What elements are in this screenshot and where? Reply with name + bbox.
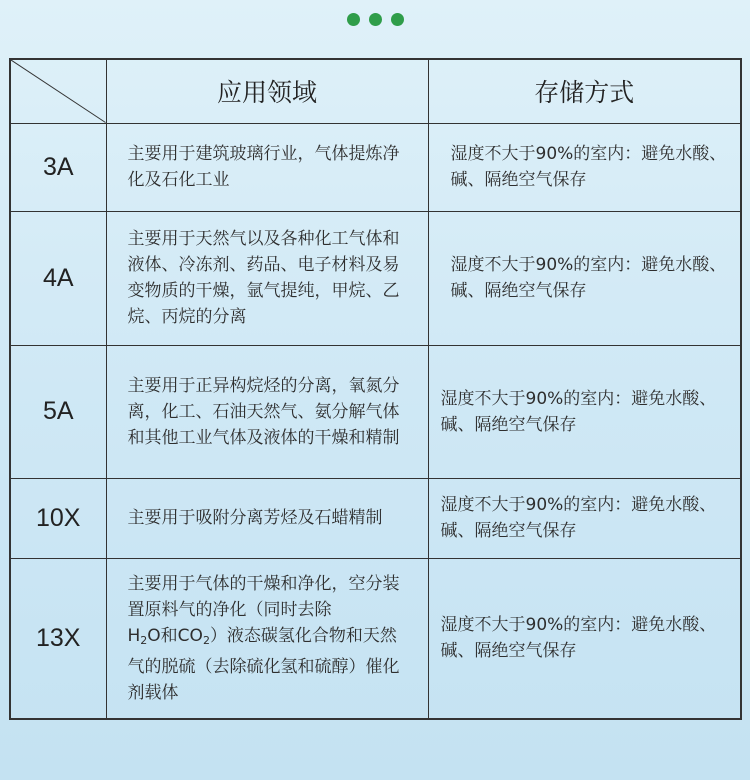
subscript-2: 2 — [202, 633, 210, 647]
dot-2 — [369, 13, 382, 26]
table-row — [10, 211, 741, 345]
storage-cell: 湿度不大于90%的室内：避免水酸、碱、隔绝空气保存 — [428, 123, 741, 211]
application-text-part1: 主要用于气体的干燥和净化，空分装置原料气的净化（同时去除 — [127, 573, 400, 620]
subscript-2: 2 — [140, 633, 148, 647]
header-application: 应用领域 — [106, 59, 428, 123]
table-row — [10, 345, 741, 478]
type-cell: 4A — [10, 211, 106, 345]
application-cell: 主要用于吸附分离芳烃及石蜡精制 — [106, 478, 428, 558]
application-cell: 主要用于建筑玻璃行业，气体提炼净化及石化工业 — [106, 123, 428, 211]
pagination-dots — [0, 13, 750, 26]
dot-1 — [347, 13, 360, 26]
header-row — [10, 59, 741, 123]
type-cell: 5A — [10, 345, 106, 478]
table-row — [10, 478, 741, 558]
h-symbol: H — [127, 625, 141, 646]
application-cell: 主要用于天然气以及各种化工气体和液体、冷冻剂、药品、电子材料及易变物质的干燥，氩气提纯，甲烷、乙烷、丙烷的分离 — [106, 211, 428, 345]
table-row — [10, 123, 741, 211]
molecular-sieve-spec-table — [9, 58, 742, 720]
type-cell: 3A — [10, 123, 106, 211]
storage-cell: 湿度不大于90%的室内：避免水酸、碱、隔绝空气保存 — [428, 558, 741, 719]
storage-cell: 湿度不大于90%的室内：避免水酸、碱、隔绝空气保存 — [428, 345, 741, 478]
application-cell — [106, 558, 428, 719]
o-and-co: O和CO — [147, 625, 203, 646]
dot-3 — [391, 13, 404, 26]
type-cell: 13X — [10, 558, 106, 719]
storage-cell: 湿度不大于90%的室内：避免水酸、碱、隔绝空气保存 — [428, 478, 741, 558]
header-storage: 存储方式 — [428, 59, 741, 123]
application-text-part2: ）液态碳氢化合物和天然气的脱硫（去除硫化氢和硫醇）催化剂载体 — [127, 625, 400, 703]
application-cell: 主要用于正异构烷烃的分离，氧氮分离，化工、石油天然气、氨分解气体和其他工业气体及液体的干燥和精制 — [106, 345, 428, 478]
type-cell: 10X — [10, 478, 106, 558]
corner-cell — [10, 59, 106, 123]
storage-cell: 湿度不大于90%的室内：避免水酸、碱、隔绝空气保存 — [428, 211, 741, 345]
table-row — [10, 558, 741, 719]
diagonal-line — [11, 60, 106, 123]
